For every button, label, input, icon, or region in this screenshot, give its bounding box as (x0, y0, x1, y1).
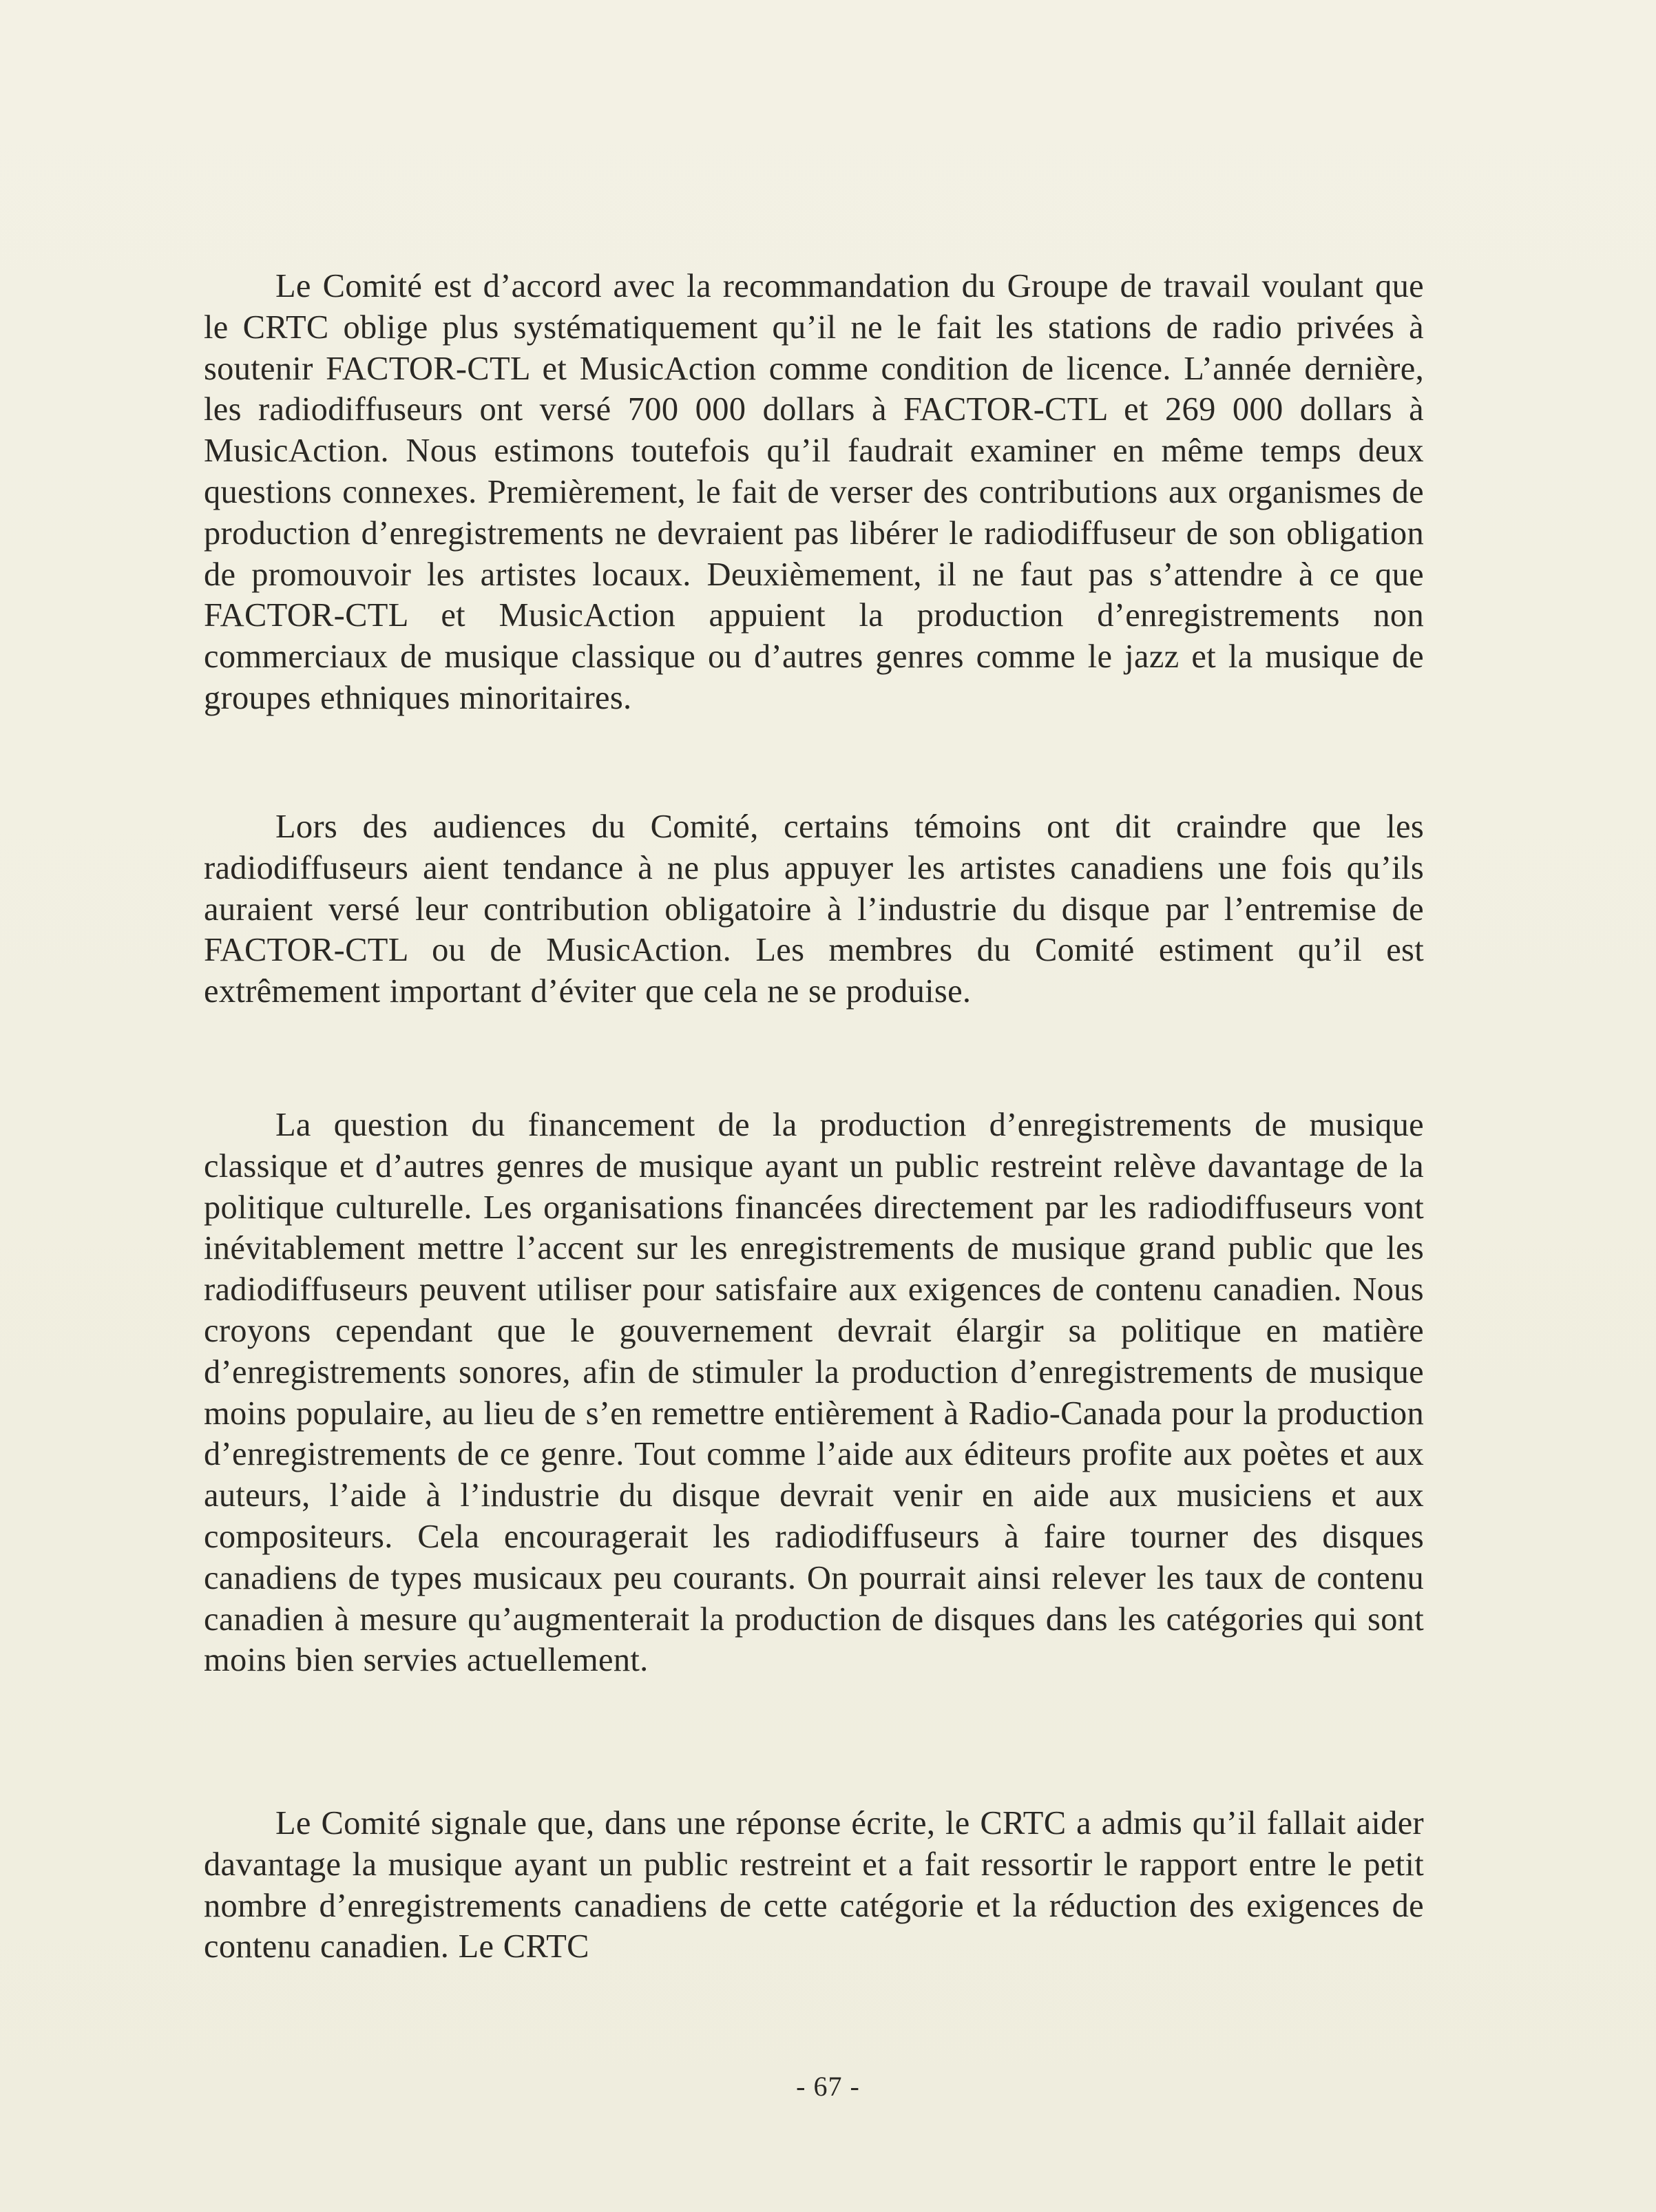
paragraph-4: Le Comité signale que, dans une réponse écrite, le CRTC a admis qu’il fallait aider davantage la musique ayant un public restreint et a fait ressortir le rapport entre le petit nombre d’enregistrements canadiens de cette catégorie et la réduction des exigences de contenu canadien. Le CRTC (204, 1805, 1424, 1965)
page-number: - 67 - (796, 2071, 860, 2102)
paragraph-2: Lors des audiences du Comité, certains témoins ont dit craindre que les radiodiffuseurs aient tendance à ne plus appuyer les artistes canadiens une fois qu’ils auraient versé leur contribution obligatoire à l’industrie du disque par l’entremise de FACTOR-CTL ou de MusicAction. Les membres du Comité estiment qu’il est extrêmement important d’éviter que cela ne se produise. (204, 808, 1424, 1010)
paragraph-3: La question du financement de la production d’enregistrements de musique classique et d’autres genres de musique ayant un public restreint relève davantage de la politique culturelle. Les organisations financées directement par les radiodiffuseurs vont inévitablement mettre l’accent sur les enregistrements de musique grand public que les radiodiffuseurs peuvent utiliser pour satisfaire aux exigences de contenu canadien. Nous croyons cependant que le gouvernement devrait élargir sa politique en matière d’enregistrements sonores, afin de stimuler la production d’enregistrements de musique moins populaire, au lieu de s’en remettre entièrement à Radio-Canada pour la production d’enregistrements de ce genre. Tout comme l’aide aux éditeurs profite aux poètes et aux auteurs, l’aide à l’industrie du disque devrait venir en aide aux musiciens et aux compositeurs. Cela encouragerait les radiodiffuseurs à faire tourner des disques canadiens de types musicaux peu courants. On pourrait ainsi relever les taux de contenu canadien à mesure qu’augmenterait la production de disques dans les catégories qui sont moins bien servies actuellement. (204, 1107, 1424, 1679)
paragraph-1: Le Comité est d’accord avec la recommandation du Groupe de travail voulant que le CRTC oblige plus systématiquement qu’il ne le fait les stations de radio privées à soutenir FACTOR-CTL et MusicAction comme condition de licence. L’année dernière, les radiodiffuseurs ont versé 700 000 dollars à FACTOR-CTL et 269 000 dollars à MusicAction. Nous estimons toutefois qu’il faudrait examiner en même temps deux questions connexes. Premièrement, le fait de verser des contributions aux organismes de production d’enregistrements ne devraient pas libérer le radiodiffuseur de son obligation de promouvoir les artistes locaux. Deuxièmement, il ne faut pas s’attendre à ce que FACTOR-CTL et MusicAction appuient la production d’enregistrements non commerciaux de musique classique ou d’autres genres comme le jazz et la musique de groupes ethniques minoritaires. (204, 268, 1424, 716)
